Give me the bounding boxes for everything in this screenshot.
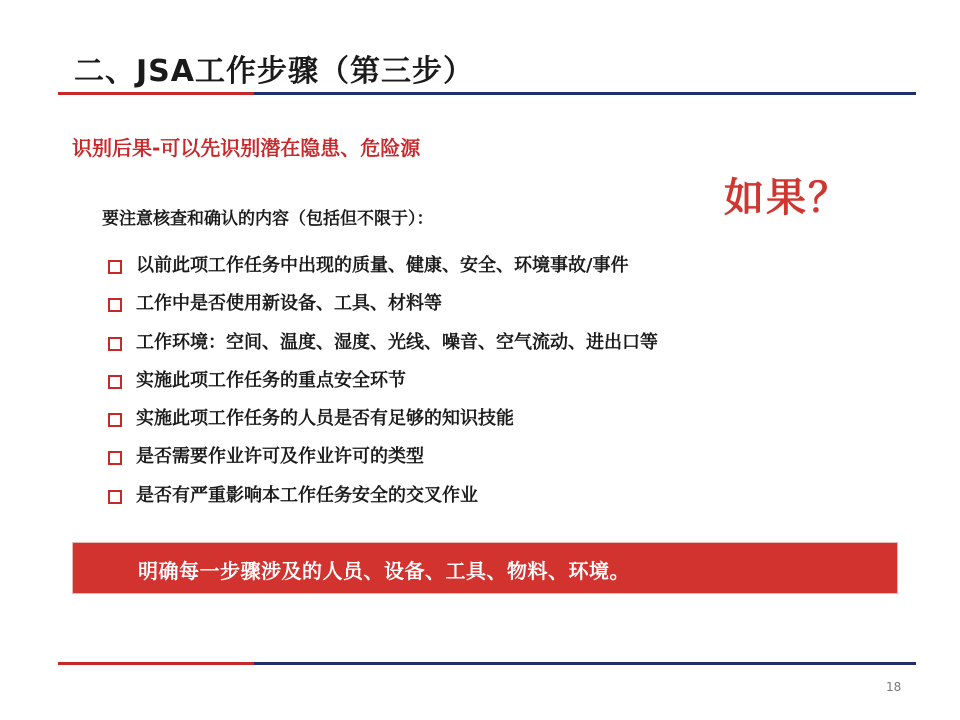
summary-banner <box>72 542 898 594</box>
checklist-item-text: 工作环境：空间、温度、湿度、光线、噪音、空气流动、进出口等 <box>136 331 658 353</box>
checklist-item <box>108 290 658 328</box>
checkbox-icon <box>108 337 122 351</box>
checklist-item <box>108 405 658 443</box>
checklist-item-text: 以前此项工作任务中出现的质量、健康、安全、环境事故/事件 <box>136 255 629 276</box>
checklist-item-text: 实施此项工作任务的人员是否有足够的知识技能 <box>136 408 514 430</box>
checkbox-icon <box>108 375 122 389</box>
slide-subtitle: 识别后果-可以先识别潜在隐患、危险源 <box>72 136 421 160</box>
checklist-item-text: 工作中是否使用新设备、工具、材料等 <box>136 293 442 315</box>
checkbox-icon <box>108 260 122 274</box>
summary-banner-text: 明确每一步骤涉及的人员、设备、工具、物料、环境。 <box>138 559 630 583</box>
footer-rule <box>58 662 916 665</box>
checklist-intro: 要注意核查和确认的内容（包括但不限于）： <box>102 209 434 229</box>
checklist-item <box>108 252 658 290</box>
checklist-item <box>108 367 658 405</box>
checkbox-icon <box>108 298 122 312</box>
slide-title: 二、JSA工作步骤（第三步） <box>74 54 474 89</box>
footer-rule-red-segment <box>58 662 254 665</box>
checkbox-icon <box>108 451 122 465</box>
checklist-item <box>108 443 658 481</box>
checklist-item <box>108 482 658 520</box>
title-rule-red-segment <box>58 92 254 95</box>
what-if-callout: 如果？ <box>724 175 850 221</box>
checkbox-icon <box>108 490 122 504</box>
checklist <box>108 252 658 520</box>
title-rule-blue-segment <box>254 92 916 95</box>
checkbox-icon <box>108 413 122 427</box>
checklist-item-text: 是否有严重影响本工作任务安全的交叉作业 <box>136 484 478 506</box>
footer-rule-blue-segment <box>254 662 916 665</box>
checklist-item-text: 是否需要作业许可及作业许可的类型 <box>136 446 424 468</box>
checklist-item <box>108 329 658 367</box>
checklist-item-text: 实施此项工作任务的重点安全环节 <box>136 369 406 391</box>
page-number: 18 <box>886 680 902 694</box>
title-rule <box>58 92 916 95</box>
